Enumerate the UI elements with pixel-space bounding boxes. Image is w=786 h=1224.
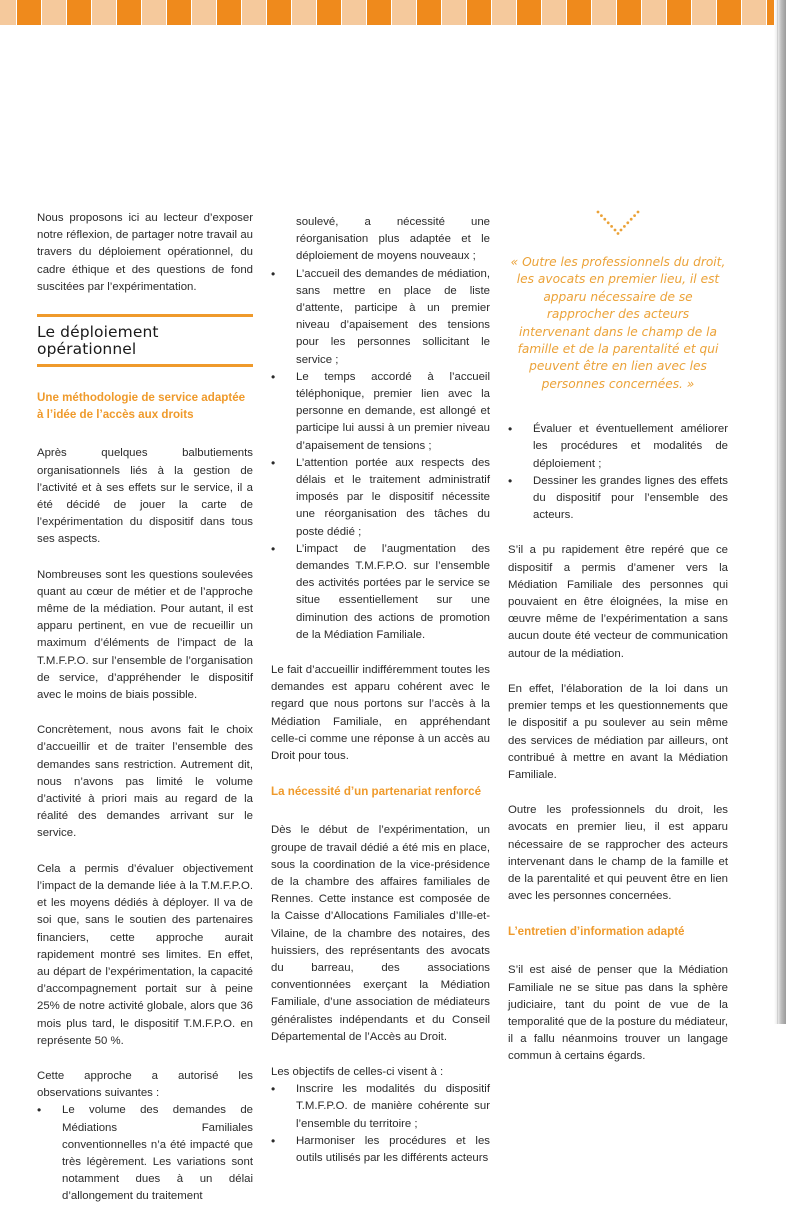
subheading-partenariat: La nécessité d’un partenariat renforcé [271,785,482,799]
column-3 [508,210,728,1084]
list-item: • Le volume des demandes de Médiations Familiales conventionnelles n’a été impacté que très légèrement. Les variations sont notamment dues à un délai d’allongement du traitement [37,1103,253,1203]
paragraph: S’il a pu rapidement être repéré que ce dispositif a permis d’amener vers la Médiation Familiale des personnes qui pouvaient en être éloignées, la mise en œuvre même de l’expérimentation a sans aucun doute été vecteur de communication autour de la médiation. [508,544,728,660]
band-tile [92,0,116,25]
band-tile [342,0,366,25]
section-title-frame [37,314,253,367]
objectives-intro: Les objectifs de celles-ci visent à : [271,1065,444,1078]
band-tile [692,0,716,25]
list-item: • Dessiner les grandes lignes des effets du dispositif pour l’ensemble des acteurs. [508,473,728,522]
list-item: • Le temps accordé à l’accueil téléphonique, premier lien avec la personne en demande, est allongé et participe lui aussi à un premier niveau d’apaisement de tensions ; [271,369,490,452]
bullet-icon: • [271,541,276,556]
band-tile [467,0,491,25]
band-tile [17,0,41,25]
band-tile [192,0,216,25]
band-tile [742,0,766,25]
band-tile [0,0,16,25]
band-tile [42,0,66,25]
band-tile [242,0,266,25]
band-tile [292,0,316,25]
page-binding-edge [774,0,786,1024]
column-1 [37,210,253,1224]
bullet-icon: • [271,1133,276,1148]
list-item: • Inscrire les modalités du dispositif T.M.F.P.O. de manière cohérente sur l’ensemble du territoire ; [271,1082,490,1130]
paragraph: Cette approche a autorisé les observations suivantes : [37,1069,253,1100]
paragraph: Cela a permis d’évaluer objectivement l’impact de la demande liée à la T.M.F.P.O. et les moyens dédiés à déployer. Il va de soi que, sans le soutien des partenaires financiers, cette approche aurait rapidement montré ses limites. En effet, au départ de l’expérimentation, la capacité d’accompagnement portait sur à peine 25% de notre activité globale, alors que 36 mois plus tard, le dispositif T.M.F.P.O. en représente 50 %. [37,862,253,1047]
observations-list-continued [271,266,490,644]
list-item: • L’accueil des demandes de médiation, sans mettre en place de liste d’attente, participe à un premier niveau d’apaisement des tensions pour les personnes sollicitant le service ; [271,266,490,366]
intro-paragraph: Nous proposons ici au lecteur d’exposer notre réflexion, de partager notre travail au travers du déploiement opérationnel, du cadre éthique et des questions de fond suscitées par l’expérimentation. [37,212,253,293]
bullet-icon: • [37,1103,42,1118]
band-tile [517,0,541,25]
band-tile [717,0,741,25]
band-tile [142,0,166,25]
objectives-list [271,1081,490,1167]
paragraph: Dès le début de l’expérimentation, un groupe de travail dédié a été mis en place, sous la coordination de la vice-présidence de la chambre des affaires familiales de Rennes. Cette instance est composée de la Caisse d’Allocations Familiales d’Ille-et-Vilaine, de la chambre des notaires, des huissiers, des représentants des avocats du barreau, des associations conventionnées exerçant la Médiation Familiale, d’une association de médiateurs généralistes indépendants et du Conseil Départemental de l’Accès au Droit. [271,824,490,1043]
band-tile [267,0,291,25]
band-tile [542,0,566,25]
list-item: • L’impact de l’augmentation des demandes T.M.F.P.O. sur l’ensemble des activités portées par le service se situe essentiellement sur une diminution des actions de promotion de la Médiation Familiale. [271,541,490,641]
band-tile [617,0,641,25]
bullet-icon: • [271,455,276,470]
band-tile [667,0,691,25]
continued-bullet-text: soulevé, a nécessité une réorganisation plus adaptée et le déploiement de moyens nouveaux ; [296,216,490,263]
paragraph: Le fait d’accueillir indifféremment toutes les demandes est apparu cohérent avec le regard que nous portons sur l’accès à la Médiation Familiale, en appréhendant celle-ci comme une réponse à un accès au Droit pour tous. [271,664,490,763]
paragraph: Concrètement, nous avons fait le choix d’accueillir et de traiter l’ensemble des demandes sans restriction. Autrement dit, nous n’avons pas limité le volume d’activité à priori mais au regard de la réalité des demandes arrivant sur le service. [37,724,253,840]
column-2 [271,214,490,1185]
band-tile [367,0,391,25]
list-item: • L’attention portée aux respects des délais et le traitement administratif imposés par le dispositif nécessite une réorganisation des tâches du poste dédié ; [271,455,490,538]
band-tile [67,0,91,25]
band-tile [592,0,616,25]
paragraph: Après quelques balbutiements organisationnels liés à la gestion de l’activité et à ses effets sur le service, il a été décidé de jouer la carte de l’expérimentation du dispositif dans tous ses aspects. [37,447,253,546]
subheading-entretien: L’entretien d’information adapté [508,925,685,939]
band-tile [317,0,341,25]
band-tile [492,0,516,25]
band-tile [167,0,191,25]
band-tile [442,0,466,25]
bullet-icon: • [271,266,276,281]
band-tile [567,0,591,25]
decorative-top-band [0,0,786,25]
paragraph: Outre les professionnels du droit, les avocats en premier lieu, il est apparu nécessaire de se rapprocher des acteurs intervenant dans le champ de la famille et de la parentalité et qui peuvent être en lien avec les personnes concernées. [508,804,728,903]
pull-quote-text: « Outre les professionnels du droit, les avocats en premier lieu, il est apparu nécessaire de se rapprocher des acteurs intervenant dans le champ de la famille et de la parentalité et qui peuvent être en lien avec les personnes concernées. » [510,255,726,391]
subheading-methodologie: Une méthodologie de service adaptée à l’idée de l’accès aux droits [37,391,246,422]
bullet-icon: • [508,422,513,437]
objectives-list-continued [508,421,728,524]
section-title: Le déploiement opérationnel [37,323,159,359]
list-item: • Évaluer et éventuellement améliorer les procédures et modalités de déploiement ; [508,422,728,470]
observations-list [37,1102,253,1205]
bullet-icon: • [271,369,276,384]
pull-quote [508,210,728,393]
list-item: • Harmoniser les procédures et les outils utilisés par les différents acteurs [271,1133,490,1164]
bullet-icon: • [508,473,513,488]
bullet-icon: • [271,1082,276,1097]
band-tile [392,0,416,25]
band-tile [217,0,241,25]
paragraph: En effet, l’élaboration de la loi dans un premier temps et les questionnements que le dispositif a pu soulever au sein même des services de médiation par ailleurs, ont contribué à mettre en avant la Médiation Familiale. [508,682,728,781]
band-tile [417,0,441,25]
paragraph: S’il est aisé de penser que la Médiation Familiale ne se situe pas dans la sphère judiciaire, tant du point de vue de la temporalité que de la posture du médiateur, il a fallu néanmoins trouver un langage commun à certains égards. [508,964,728,1063]
band-tile [117,0,141,25]
dotted-chevron-down-icon [596,210,640,240]
paragraph: Nombreuses sont les questions soulevées quant au cœur de métier et de l’approche même de la médiation. Pour autant, il est apparu pertinent, en vue de recueillir un maximum d’éléments de l’impact de la T.M.F.P.O. sur l’ensemble de l’organisation de service, d’appréhender le dispositif avec le moins de biais possible. [37,568,253,702]
band-tile [642,0,666,25]
